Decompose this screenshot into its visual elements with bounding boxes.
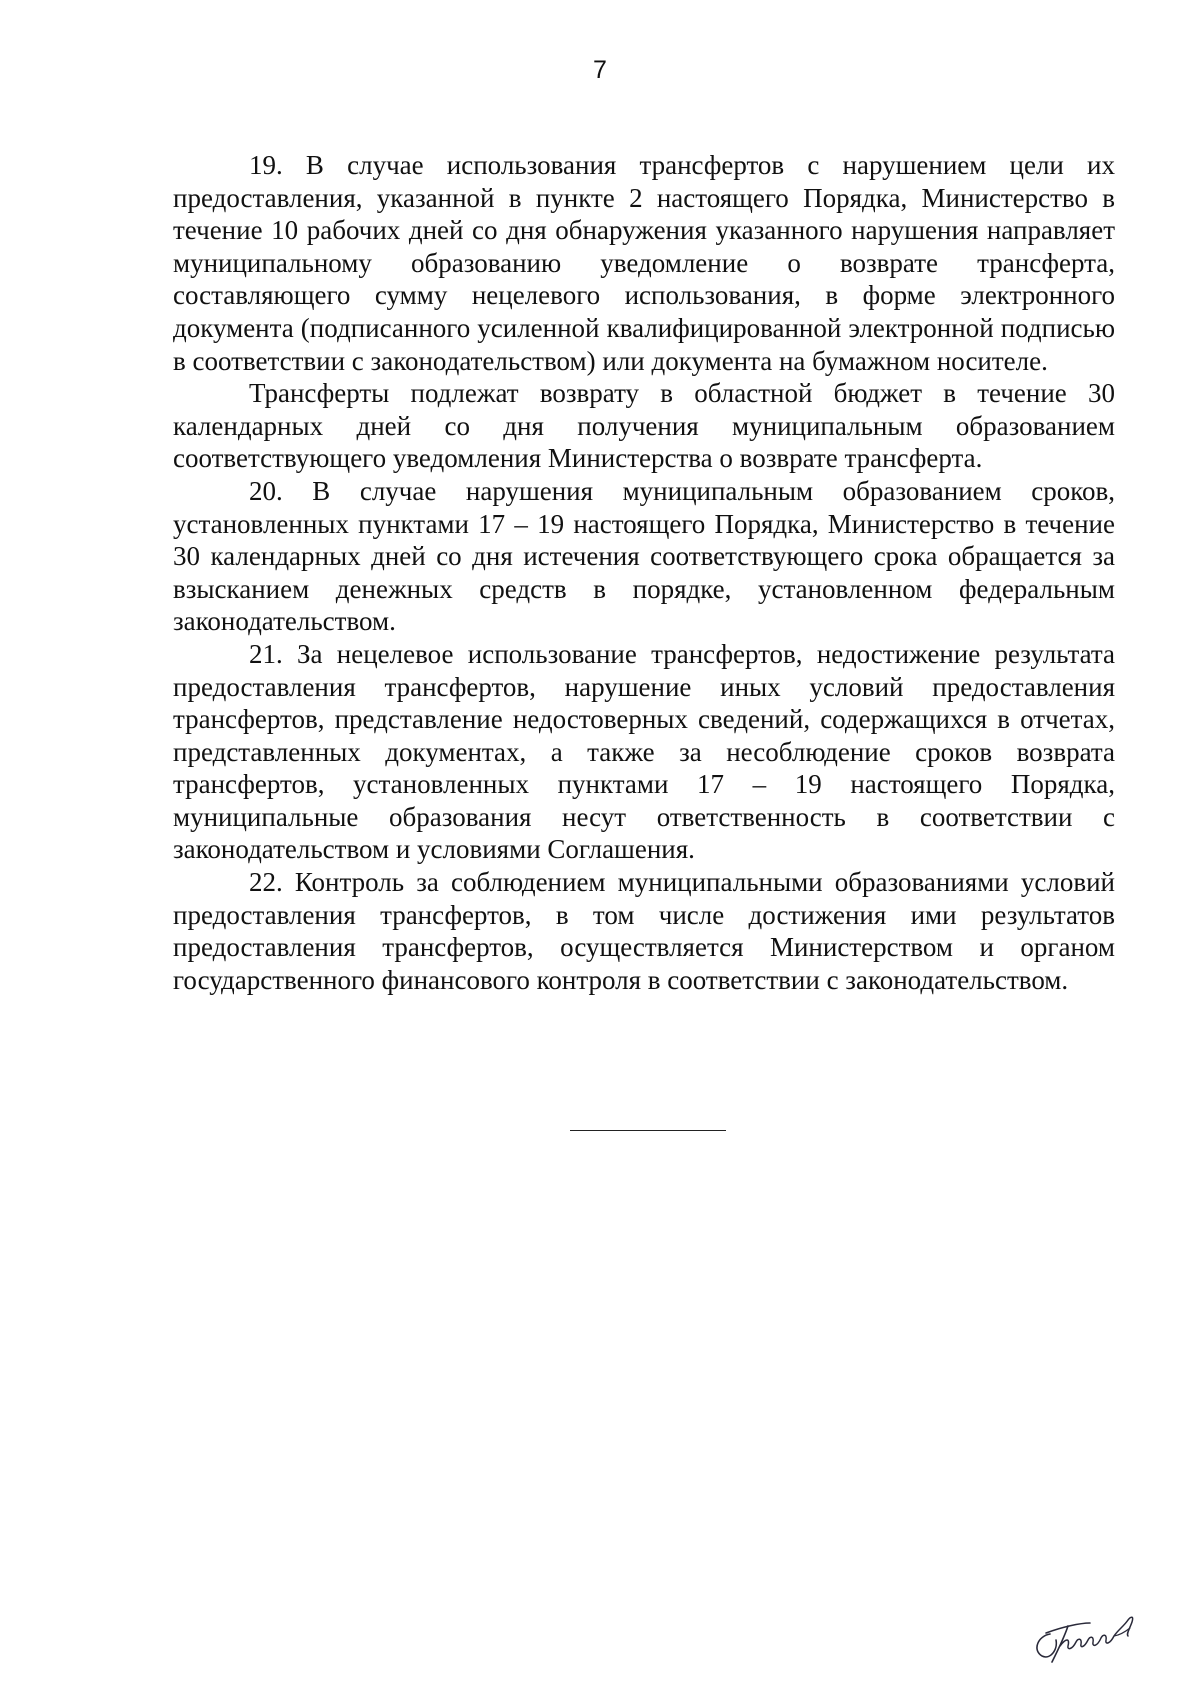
paragraph-clause-20: 20. В случае нарушения муниципальным образованием сроков, установленных пунктами 17 – 19 настоящего Порядка, Министерство в течение 30 календарных дней со дня истечения соответствующего срока обращается за взысканием денежных средств в порядке, установленном федеральным законодательством.	[173, 475, 1115, 637]
handwritten-signature	[1028, 1606, 1154, 1668]
paragraph-clause-22: 22. Контроль за соблюдением муниципальными образованиями условий предоставления трансфертов, в том числе достижения ими результатов предоставления трансфертов, осуществляется Министерством и органом государственного финансового контроля в соответствии с законодательством.	[173, 867, 1115, 995]
signature-text: Tuccus	[1028, 1607, 1031, 1608]
paragraph-clause-21: 21. За нецелевое использование трансфертов, недостижение результата предоставления трансфертов, нарушение иных условий предоставления трансфертов, представление недостоверных сведений, содержащихся в отчетах, представленных документах, а также за несоблюдение сроков возврата трансфертов, установленных пунктами 17 – 19 настоящего Порядка, муниципальные образования несут ответственность в соответствии с законодательством и условиями Соглашения.	[173, 638, 1115, 865]
page-number: 7	[593, 56, 607, 84]
closing-divider	[570, 1130, 726, 1131]
document-body	[173, 149, 1115, 996]
paragraph-clause-19: 19. В случае использования трансфертов с нарушением цели их предоставления, указанной в пункте 2 настоящего Порядка, Министерство в течение 10 рабочих дней со дня обнаружения указанного нарушения направляет муниципальному образованию уведомление о возврате трансферта, составляющего сумму нецелевого использования, в форме электронного документа (подписанного усиленной квалифицированной электронной подписью в соответствии с законодательством) или документа на бумажном носителе.	[173, 150, 1115, 376]
paragraph-return-term: Трансферты подлежат возврату в областной бюджет в течение 30 календарных дней со дня получения муниципальным образованием соответствующего уведомления Министерства о возврате трансферта.	[173, 378, 1115, 474]
